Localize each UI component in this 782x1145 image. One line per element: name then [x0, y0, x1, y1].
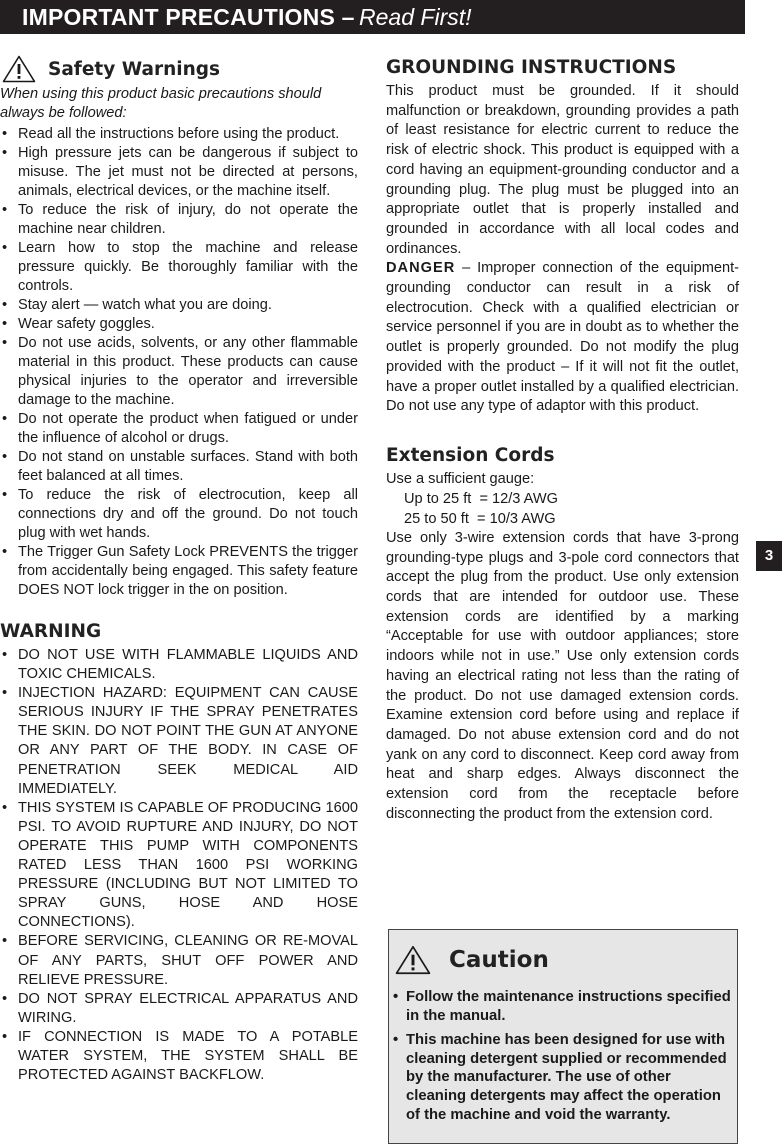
danger-text: – Improper connection of the equipment-grounding conductor can result in a risk of electrocution. Check with a qualified electrician or service personnel if you are in doubt as to whether the outlet is properly grounded. Do not modify the plug provided with the product – If it will not fit the outlet, have a proper outlet installed by a qualified electrician. Do not use any type of adaptor with this product.	[386, 260, 739, 415]
left-column	[0, 54, 358, 1085]
grounding-title: GROUNDING INSTRUCTIONS	[386, 57, 677, 78]
caution-title: Caution	[449, 947, 549, 973]
header-subtitle: Read First!	[359, 4, 472, 30]
page-number-tab: 3	[756, 541, 782, 571]
list-item: • Wear safety goggles.	[0, 315, 358, 334]
list-item: • Follow the maintenance instructions specified in the manual.	[393, 988, 733, 1025]
safety-warnings-heading	[0, 54, 358, 84]
gauge-row: Up to 25 ft = 12/3 AWG	[404, 490, 558, 507]
warning-title: WARNING	[0, 621, 102, 642]
extension-cords-body: Use only 3-wire extension cords that have 3-prong grounding-type plugs and 3-pole cord connectors that accept the plug from the product. Use only extension cords that are intended for outdoor use. These extension cords are identified by a marking “Acceptable for use with outdoor appliances; store indoors while not in use.” Use only extension cords having an electrical rating not less than the rating of the product. Do not use damaged extension cords. Examine extension cord before using and replace if damaged. Do not abuse extension cord and do not yank on any cord to disconnect. Keep cord away from heat and sharp edges. Always disconnect the extension cord from the receptacle before disconnecting the product from the extension cord.	[386, 529, 739, 822]
warning-triangle-icon	[395, 945, 431, 975]
caution-list	[393, 988, 733, 1124]
list-item: • High pressure jets can be dangerous if subject to misuse. The jet must not be directed at persons, animals, electrical devices, or the machine itself.	[0, 144, 358, 201]
list-item: • Do not stand on unstable surfaces. Stand with both feet balanced at all times.	[0, 448, 358, 486]
extension-cords-title: Extension Cords	[386, 444, 555, 466]
safety-warnings-intro: When using this product basic precautions should always be followed:	[0, 86, 322, 121]
safety-warnings-list	[0, 125, 358, 600]
caution-heading	[393, 940, 733, 980]
warning-triangle-icon	[2, 55, 36, 83]
header-title: IMPORTANT PRECAUTIONS –	[22, 4, 355, 30]
grounding-body: This product must be grounded. If it should malfunction or breakdown, grounding provides a path of least resistance for electric current to reduce the risk of electric shock. This product is equipped with a cord having an equipment-grounding conductor and a grounding plug. The plug must be plugged into an appropriate outlet that is properly installed and grounded in accordance with all local codes and ordinances.	[386, 83, 739, 257]
list-item: • Do not operate the product when fatigued or under the influence of alcohol or drugs.	[0, 410, 358, 448]
gauge-intro: Use a sufficient gauge:	[386, 470, 535, 487]
caution-box	[388, 929, 738, 1144]
gauge-row: 25 to 50 ft = 10/3 AWG	[404, 510, 556, 527]
list-item: • INJECTION HAZARD: EQUIPMENT CAN CAUSE SERIOUS INJURY IF THE SPRAY PENETRATES THE SKIN. DO NOT POINT THE GUN AT ANYONE OR ANY PART OF THE BODY. IN CASE OF PENETRATION SEEK MEDICAL AID IMMEDIATELY.	[0, 684, 358, 799]
right-column	[386, 54, 739, 825]
list-item: • This machine has been designed for use with cleaning detergent supplied or recommended by the manufacturer. The use of other cleaning detergents may affect the operation of the machine and void the warranty.	[393, 1031, 733, 1124]
list-item: • Do not use acids, solvents, or any other flammable material in this product. These products can cause physical injuries to the operator and irreversible damage to the machine.	[0, 334, 358, 410]
safety-warnings-title: Safety Warnings	[48, 58, 221, 80]
list-item: • THIS SYSTEM IS CAPABLE OF PRODUCING 1600 PSI. TO AVOID RUPTURE AND INJURY, DO NOT OPERATE THIS PUMP WITH COMPONENTS RATED LESS THAN 1600 PSI WORKING PRESSURE (INCLUDING BUT NOT LIMITED TO SPRAY GUNS, HOSE AND HOSE CONNECTIONS).	[0, 799, 358, 933]
list-item: • To reduce the risk of electrocution, keep all connections dry and off the ground. Do not touch plug with wet hands.	[0, 486, 358, 543]
list-item: • To reduce the risk of injury, do not operate the machine near children.	[0, 201, 358, 239]
list-item: • DO NOT SPRAY ELECTRICAL APPARATUS AND WIRING.	[0, 990, 358, 1028]
list-item: • BEFORE SERVICING, CLEANING OR RE-MOVAL OF ANY PARTS, SHUT OFF POWER AND RELIEVE PRESSURE.	[0, 932, 358, 989]
list-item: • Stay alert — watch what you are doing.	[0, 296, 358, 315]
danger-paragraph	[386, 259, 739, 417]
danger-label: DANGER	[386, 260, 456, 277]
list-item: • Learn how to stop the machine and release pressure quickly. Be thoroughly familiar with the controls.	[0, 239, 358, 296]
list-item: • Read all the instructions before using the product.	[0, 125, 358, 144]
list-item: • IF CONNECTION IS MADE TO A POTABLE WATER SYSTEM, THE SYSTEM SHALL BE PROTECTED AGAINST BACKFLOW.	[0, 1028, 358, 1085]
warning-list	[0, 646, 358, 1085]
list-item: • The Trigger Gun Safety Lock PREVENTS the trigger from accidentally being engaged. This safety feature DOES NOT lock trigger in the on position.	[0, 543, 358, 600]
header-bar	[0, 0, 745, 34]
list-item: • DO NOT USE WITH FLAMMABLE LIQUIDS AND TOXIC CHEMICALS.	[0, 646, 358, 684]
